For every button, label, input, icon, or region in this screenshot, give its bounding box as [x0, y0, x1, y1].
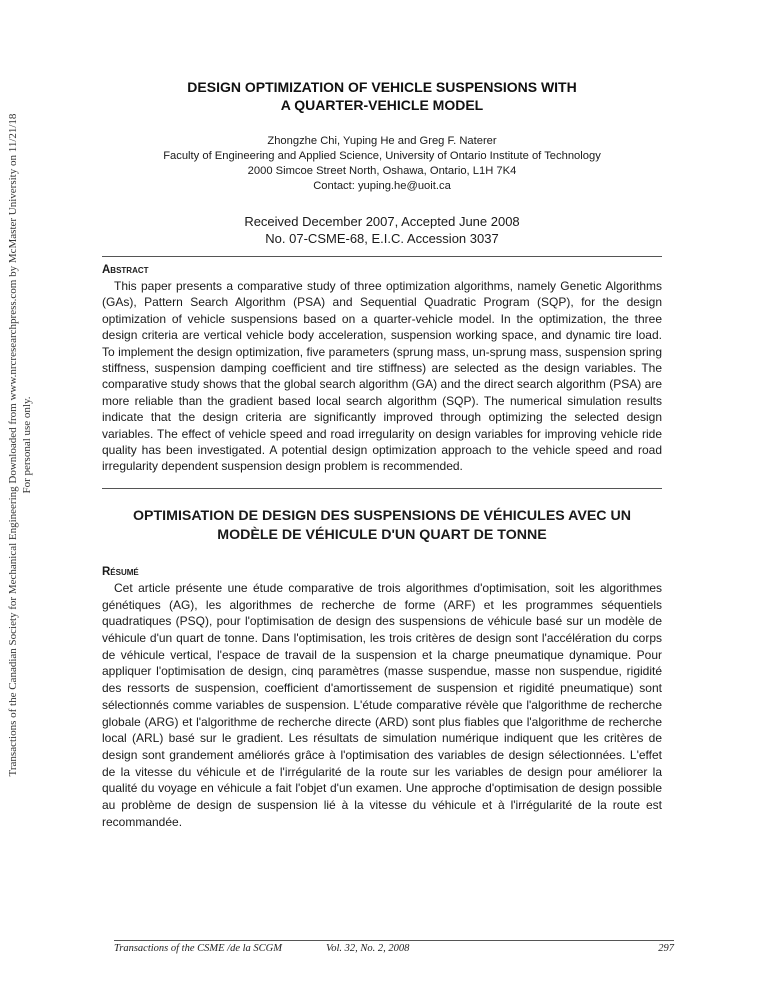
- received-block: [102, 213, 662, 247]
- download-notice: [6, 114, 34, 777]
- french-title: [102, 507, 662, 545]
- resume-heading: Résumé: [102, 565, 139, 578]
- abstract-heading: Abstract: [102, 264, 149, 276]
- download-notice-line1: Transactions of the Canadian Society for Mechanical Engineering Downloaded from www.nrcresearchpress.com by McMaster University on 11/21/18: [7, 113, 19, 777]
- page-number: 297: [658, 943, 674, 954]
- page-footer: [114, 940, 674, 970]
- divider: [102, 256, 662, 257]
- abstract-text: This paper presents a comparative study of three optimization algorithms, namely Genetic Algorithms (GAs), Pattern Search Algorithm (PSA) and Sequential Quadratic Program (SQP), for the design optimization of vehicle suspensions based on a quarter-vehicle model. In the optimization, the three design criteria are vertical vehicle body acceleration, suspension working space, and dynamic tire load. To implement the design optimization, five parameters (sprung mass, un-sprung mass, suspension spring stiffness, suspension damping coefficient and tire stiffness) are selected as the design variables. The comparative study shows that the global search algorithm (GA) and the direct search algorithm (PSA) are more reliable than the gradient based local search algorithm (SQP). The numerical simulation results indicate that the design criteria are significantly improved through optimizing the selected design variables. The effect of vehicle speed and road irregularity on design variables for improving vehicle ride quality has been investigated. A potential design optimization approach to the vehicle speed and road irregularity dependent suspension design problem is recommended.: [102, 279, 662, 474]
- accession-number: No. 07-CSME-68, E.I.C. Accession 3037: [265, 231, 499, 246]
- author-contact: Contact: yuping.he@uoit.ca: [313, 180, 451, 192]
- resume-text: Cet article présente une étude comparative de trois algorithmes d'optimisation, soit les algorithmes génétiques (AG), les algorithmes de recherche de forme (ARF) et les programmes séquentiels quadratiques (PSQ), pour l'optimisation de design des suspensions de véhicule basé sur un modèle de véhicule d'un quart de tonne. Dans l'optimisation, les trois critères de design sont l'accélération du corps de véhicule vertical, l'espace de travail de la suspension et la charge pneumatique dynamique. Pour appliquer l'optimisation de design, cinq paramètres (masse suspendue, masse non suspendue, rigidité des ressorts de suspension, coefficient d'amortissement de suspension et rigidité pneumatique) sont sélectionnés comme variables de suspension. L'étude comparative révèle que l'algorithme de recherche globale (ARG) et l'algorithme de recherche directe (ARD) sont plus fiables que l'algorithme de recherche local (ARL) basé sur le gradient. Les résultats de simulation numérique indiquent que les critères de design sont grandement améliorés grâce à l'optimisation des variables de design sélectionnées. L'effet de la vitesse du véhicule et de l'irrégularité de la route sur les variables de design pour améliorer la qualité du voyage en véhicule a fait l'objet d'un examen. Une approche d'optimisation de design possible au problème de design de suspension lié à la vitesse du véhicule et à l'irrégularité de la route est recommandée.: [102, 580, 662, 829]
- author-affiliation: Faculty of Engineering and Applied Science, University of Ontario Institute of Technology: [163, 150, 601, 162]
- footer-volume: Vol. 32, No. 2, 2008: [326, 943, 410, 954]
- paper-title-line1: DESIGN OPTIMIZATION OF VEHICLE SUSPENSIONS WITH: [187, 79, 577, 95]
- footer-rule: [114, 940, 674, 941]
- download-notice-line2: For personal use only.: [21, 396, 33, 494]
- received-dates: Received December 2007, Accepted June 2008: [244, 214, 520, 229]
- paper-page: [102, 78, 662, 830]
- author-names: Zhongzhe Chi, Yuping He and Greg F. Naterer: [267, 135, 497, 147]
- french-title-line1: OPTIMISATION DE DESIGN DES SUSPENSIONS DE VÉHICULES AVEC UN: [133, 507, 631, 524]
- paper-title-line2: A QUARTER-VEHICLE MODEL: [280, 97, 484, 113]
- author-block: [102, 134, 662, 194]
- author-address: 2000 Simcoe Street North, Oshawa, Ontario, L1H 7K4: [247, 165, 517, 177]
- divider: [102, 488, 662, 489]
- footer-journal: Transactions of the CSME /de la SCGM: [114, 943, 282, 954]
- download-sidebar: [0, 0, 40, 994]
- paper-title: [102, 78, 662, 114]
- french-title-line2: MODÈLE DE VÉHICULE D'UN QUART DE TONNE: [217, 526, 547, 543]
